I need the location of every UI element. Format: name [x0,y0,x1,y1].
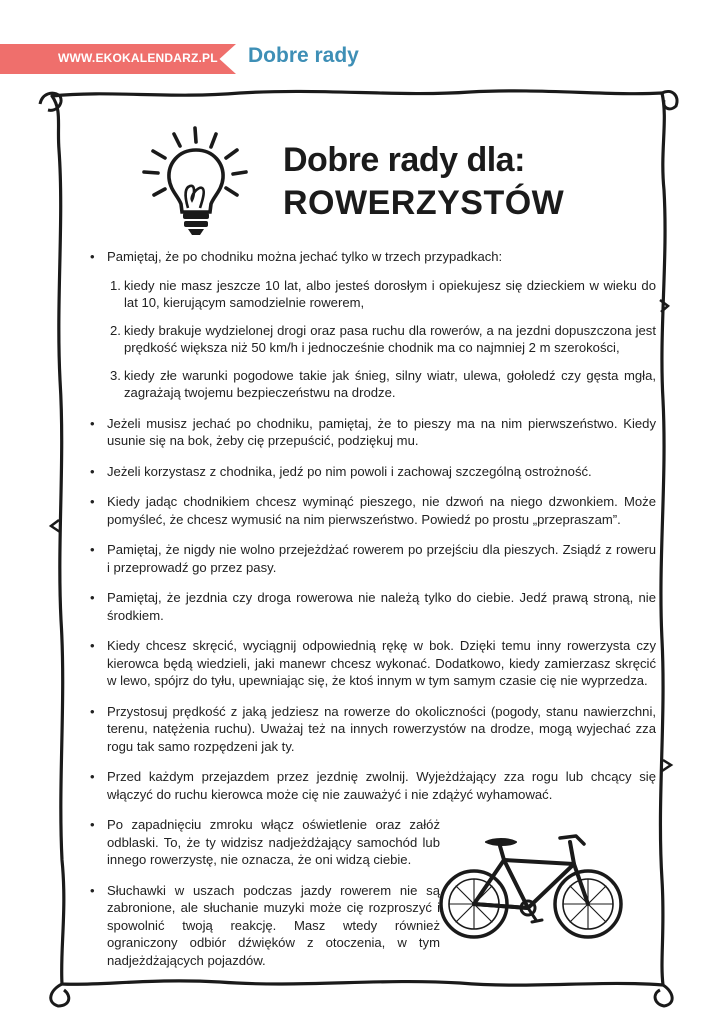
tip-signal-turn: • Kiedy chcesz skręcić, wyciągnij odpowiednią rękę w bok. Dzięki temu inny rowerzysta czy kierowca będą wiedzieli, jaki manewr chcesz wykonać. Dodatkowo, kiedy zamierzasz skręcić w lewo, spójrz do tyłu, upewniając się, że ktoś innym w tym samym czasie cię nie wyprzedza. [90,637,656,690]
tip-pedestrian-priority: • Jeżeli musisz jechać po chodniku, pamiętaj, że to pieszy ma na nim pierwszeństwo. Kiedy usunie się na bok, żeby cię przepuścić, podziękuj mu. [90,415,656,450]
case-number: 2. [110,322,121,338]
case-text: kiedy brakuje wydzielonej drogi oraz pasa ruchu dla rowerów, a na jezdni dopuszczona jest prędkość większa niż 50 km/h i jednocześnie chodnik ma co najmniej 2 m szerokości, [124,322,656,355]
site-url[interactable]: WWW.EKOKALENDARZ.PL [58,51,218,65]
tip-crossing: • Pamiętaj, że nigdy nie wolno przejeżdżać rowerem po przejściu dla pieszych. Zsiądź z roweru i przeprowadź go przez pasy. [90,541,656,576]
section-title: Dobre rady [248,44,359,67]
tip-sidewalk-cases [90,248,656,402]
title-line-1: Dobre rady dla: [283,141,525,179]
case-number: 3. [110,367,121,383]
tip-text: Pamiętaj, że po chodniku można jechać tylko w trzech przypadkach: [107,249,503,264]
case-text: kiedy złe warunki pogodowe takie jak śnieg, silny wiatr, ulewa, gołoledź czy gęsta mgła, zagrażają twojemu bezpieczeństwu na drodze. [124,367,656,400]
tip-headphones: • Słuchawki w uszach podczas jazdy rowerem nie są zabronione, ale słuchanie muzyki może cię rozproszyć i spowolnić twoją reakcję. Masz wtedy również ograniczony odbiór dźwięków z otoczenia, w tym nadjeżdżających pojazdów. [90,882,440,970]
tip-lights: • Po zapadnięciu zmroku włącz oświetlenie oraz załóż odblaski. To, że ty widzisz nadjeżdżający samochód lub innego rowerzystę, nie oznacza, że oni widzą ciebie. [90,816,440,869]
case-item [110,367,656,402]
tip-right-side: • Pamiętaj, że jezdnia czy droga rowerowa nie należą tylko do ciebie. Jedź prawą stroną, nie środkiem. [90,589,656,624]
light-bulb-icon [136,120,256,240]
case-item [110,277,656,312]
cases-list [110,277,656,402]
tip-ride-slowly: • Jeżeli korzystasz z chodnika, jedź po nim powoli i zachowaj szczególną ostrożność. [90,463,656,481]
tip-adjust-speed: • Przystosuj prędkość z jaką jedziesz na rowerze do okoliczności (pogody, stanu nawierzchni, terenu, natężenia ruchu). Uważaj też na innych rowerzystów na drodze, mogą wyjechać zza rogu tak samo rozpędzeni jak ty. [90,703,656,756]
case-text: kiedy nie masz jeszcze 10 lat, albo jesteś dorosłym i opiekujesz się dzieckiem w wieku do lat 10, kierującym samodzielnie rowerem, [124,277,656,310]
case-item [110,322,656,357]
title-line-2: ROWERZYSTÓW [283,184,565,222]
case-number: 1. [110,277,121,293]
tip-no-bell: • Kiedy jadąc chodnikiem chcesz wyminąć pieszego, nie dzwoń na niego dzwonkiem. Może pomyśleć, że chcesz wymusić na nim pierwszeństwo. Powiedź po prostu „przepraszam”. [90,493,656,528]
tip-slow-down: • Przed każdym przejazdem przez jezdnię zwolnij. Wyjeżdżający zza rogu lub chcący się włączyć do ruchu kierowca może cię nie zauważyć i nie zdążyć wyhamować. [90,768,656,803]
bicycle-icon [436,824,626,942]
